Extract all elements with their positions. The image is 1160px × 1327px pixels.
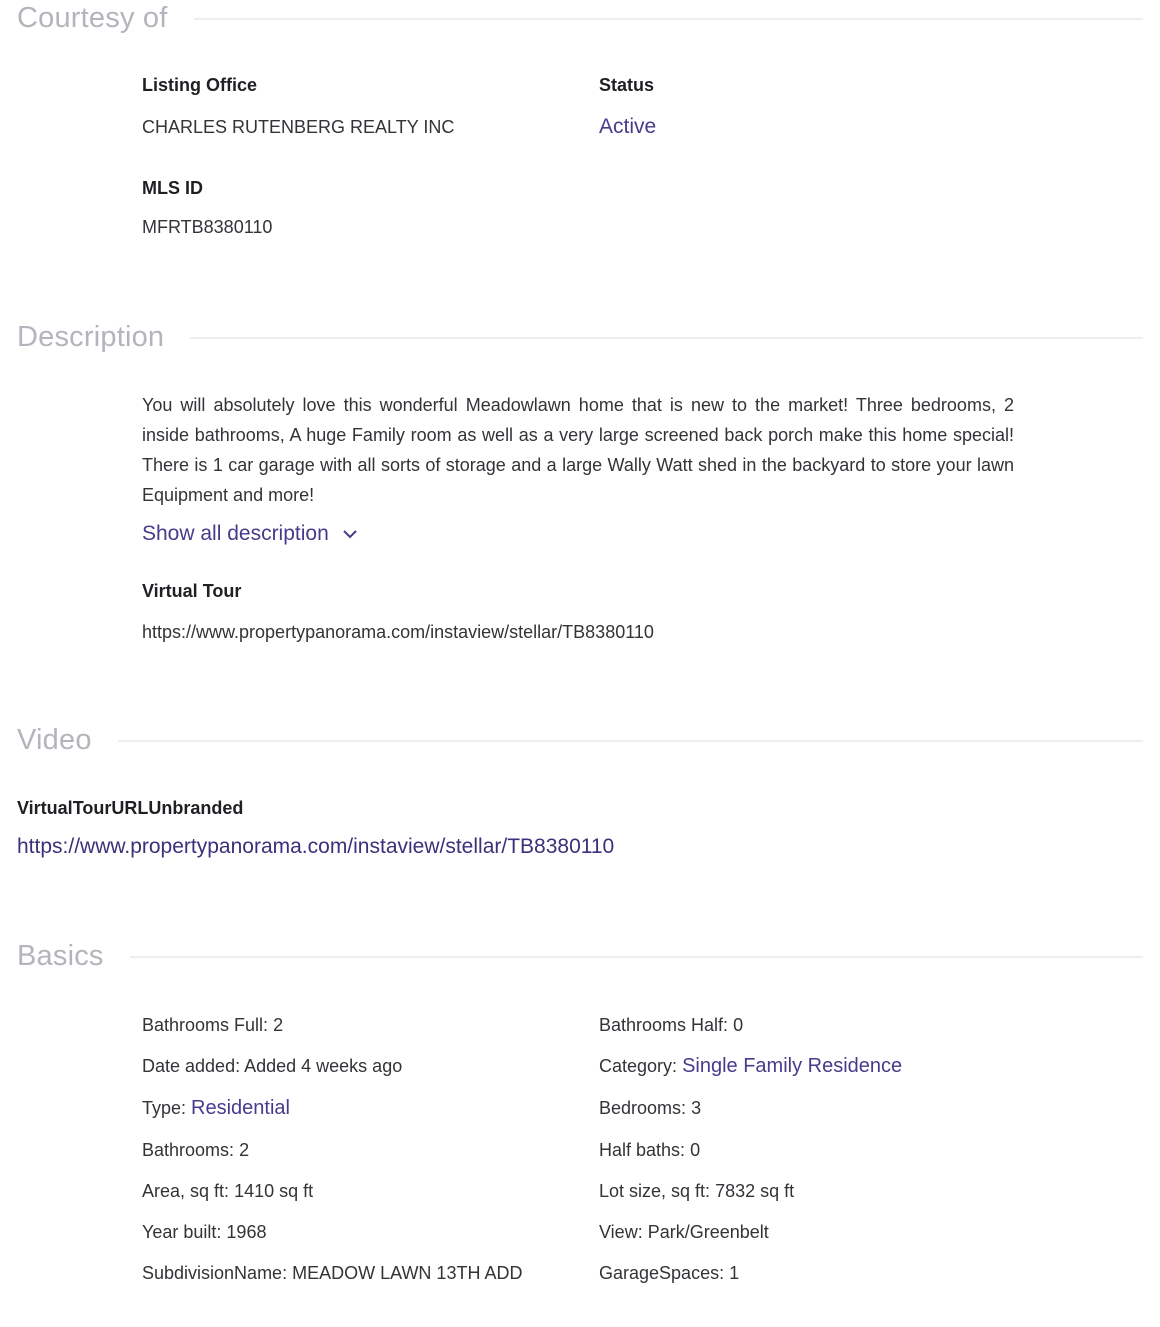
description-text: You will absolutely love this wonderful Meadowlawn home that is new to the market! Three bedrooms, 2 inside bathrooms, A huge Family room as well as a very large screened back porch make this home special! There is 1 car garage with all sorts of storage and a large Wally Watt shed in the backyard to store your lawn Equipment and more! [142, 395, 1014, 505]
basic-key: Area, sq ft: [142, 1181, 230, 1201]
basic-item-bathrooms-full [142, 1015, 283, 1036]
section-divider [130, 956, 1143, 958]
basic-item-date-added [142, 1056, 402, 1077]
basic-item-half-baths [599, 1140, 700, 1161]
video-heading: Video [17, 724, 92, 756]
virtual-tour-url: https://www.propertypanorama.com/instaview/stellar/TB8380110 [142, 622, 654, 642]
basic-key: Bathrooms: [142, 1140, 235, 1160]
basic-item-subdivision [142, 1263, 522, 1284]
video-section-header [17, 724, 1143, 757]
status-label: Status [599, 75, 655, 95]
description-section-header [17, 321, 1143, 354]
basic-value: Park/Greenbelt [647, 1222, 769, 1242]
basic-value: 0 [690, 1140, 701, 1160]
basic-item-view [599, 1222, 769, 1243]
basic-key: Lot size, sq ft: [599, 1181, 711, 1201]
basic-item-lot-size [599, 1181, 794, 1202]
virtual-tour-unbranded-label: VirtualTourURLUnbranded [17, 798, 244, 818]
basic-key: Bedrooms: [599, 1098, 687, 1118]
basic-key: Category: [599, 1056, 678, 1076]
basic-value: 0 [733, 1015, 744, 1035]
basic-value: 3 [691, 1098, 702, 1118]
basics-section-header [17, 940, 1143, 973]
section-divider [194, 18, 1144, 20]
type-link[interactable]: Residential [191, 1097, 290, 1119]
courtesy-section-header [17, 2, 1143, 35]
basic-item-year-built [142, 1222, 266, 1243]
mls-id-value: MFRTB8380110 [142, 217, 273, 237]
basic-value: 1 [729, 1263, 740, 1283]
status-value: Active [599, 115, 657, 138]
basic-item-category [599, 1055, 902, 1078]
basic-key: GarageSpaces: [599, 1263, 725, 1283]
basic-item-bedrooms [599, 1098, 701, 1119]
basic-key: Type: [142, 1098, 187, 1118]
basic-item-area [142, 1181, 313, 1202]
basic-value: 2 [273, 1015, 284, 1035]
basic-key: Date added: [142, 1056, 241, 1076]
basic-key: Year built: [142, 1222, 222, 1242]
section-divider [118, 740, 1143, 742]
basics-heading: Basics [17, 940, 104, 972]
basic-item-bathrooms-half [599, 1015, 743, 1036]
description-heading: Description [17, 321, 165, 353]
basic-item-bathrooms [142, 1140, 249, 1161]
basic-value: 1968 [226, 1222, 267, 1242]
show-all-description-button[interactable] [142, 522, 359, 546]
mls-id-label: MLS ID [142, 178, 203, 198]
basic-key: View: [599, 1222, 643, 1242]
basic-key: Half baths: [599, 1140, 686, 1160]
basic-value: MEADOW LAWN 13TH ADD [292, 1263, 523, 1283]
basic-key: Bathrooms Full: [142, 1015, 269, 1035]
section-divider [190, 337, 1143, 339]
show-all-description-label: Show all description [142, 522, 329, 545]
listing-office-value: CHARLES RUTENBERG REALTY INC [142, 117, 455, 137]
basic-value: Added 4 weeks ago [244, 1056, 403, 1076]
chevron-down-icon [341, 525, 359, 543]
basic-value: 2 [239, 1140, 250, 1160]
basic-key: SubdivisionName: [142, 1263, 288, 1283]
virtual-tour-unbranded-link[interactable]: https://www.propertypanorama.com/instaview/stellar/TB8380110 [17, 835, 615, 858]
category-link[interactable]: Single Family Residence [682, 1055, 903, 1077]
courtesy-heading: Courtesy of [17, 2, 168, 34]
basic-value: 7832 sq ft [715, 1181, 795, 1201]
basic-value: 1410 sq ft [234, 1181, 314, 1201]
basic-item-garage-spaces [599, 1263, 739, 1284]
basic-key: Bathrooms Half: [599, 1015, 729, 1035]
basic-item-type [142, 1097, 290, 1120]
virtual-tour-label: Virtual Tour [142, 581, 242, 601]
listing-office-label: Listing Office [142, 75, 258, 95]
